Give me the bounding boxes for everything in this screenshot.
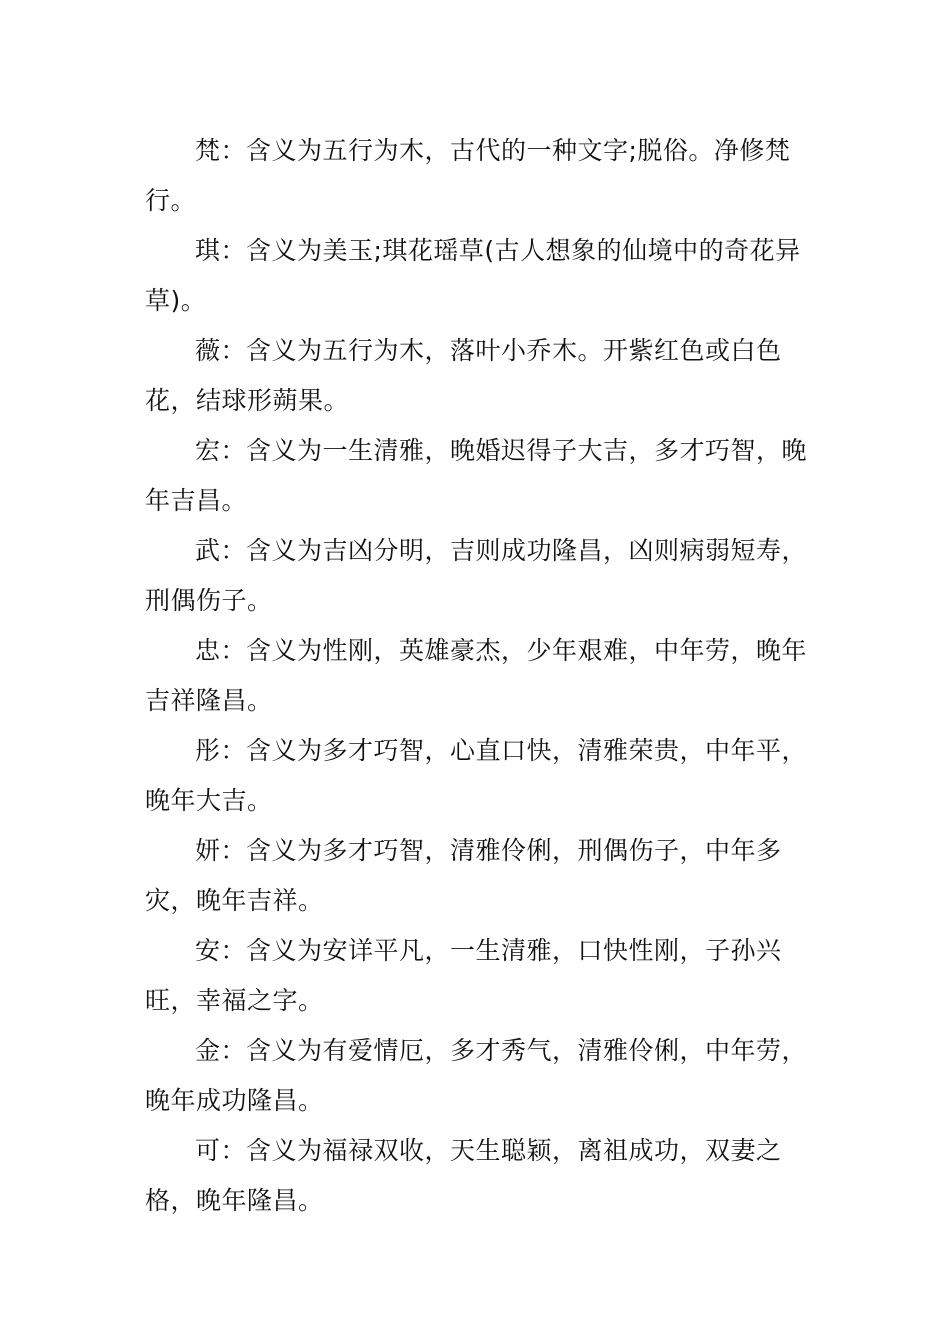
paragraph-jin: 金：含义为有爱情厄，多才秀气，清雅伶俐，中年劳，晚年成功隆昌。 <box>145 1036 808 1115</box>
paragraph-hong: 宏：含义为一生清雅，晚婚迟得子大吉，多才巧智，晚年吉昌。 <box>145 436 808 515</box>
paragraph-ke: 可：含义为福禄双收，天生聪颖，离祖成功，双妻之格，晚年隆昌。 <box>145 1136 782 1215</box>
paragraph-tong: 彤：含义为多才巧智，心直口快，清雅荣贵，中年平，晚年大吉。 <box>145 736 808 815</box>
paragraph-wu: 武：含义为吉凶分明，吉则成功隆昌，凶则病弱短寿，刑偶伤子。 <box>145 536 808 615</box>
paragraph-fan: 梵：含义为五行为木，古代的一种文字;脱俗。净修梵行。 <box>145 136 791 215</box>
paragraph-wei: 薇：含义为五行为木，落叶小乔木。开紫红色或白色花，结球形蒴果。 <box>145 336 782 415</box>
paragraph-zhong: 忠：含义为性刚，英雄豪杰，少年艰难，中年劳，晚年吉祥隆昌。 <box>145 636 808 715</box>
document-body <box>145 126 810 1226</box>
paragraph-yan: 妍：含义为多才巧智，清雅伶俐，刑偶伤子，中年多灾，晚年吉祥。 <box>145 836 782 915</box>
paragraph-qi: 琪：含义为美玉;琪花瑶草(古人想象的仙境中的奇花异草)。 <box>145 236 801 315</box>
paragraph-an: 安：含义为安详平凡，一生清雅，口快性刚，子孙兴旺，幸福之字。 <box>145 936 782 1015</box>
